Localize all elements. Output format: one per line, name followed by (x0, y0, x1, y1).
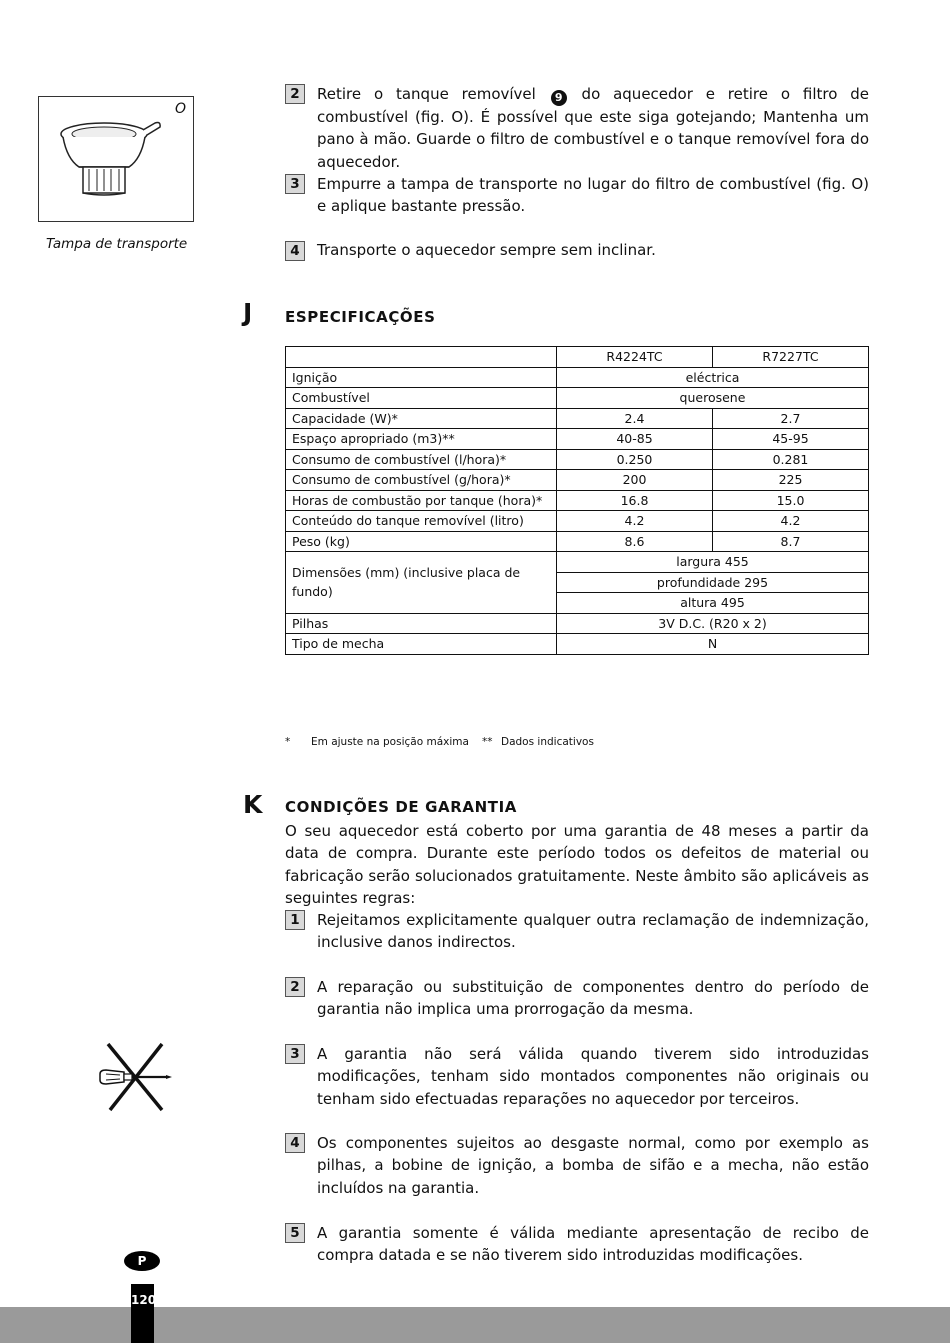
row-value: 16.8 (557, 490, 713, 511)
rule-text: A garantia somente é válida mediante apresentação de recibo de compra datada e se não tiverem sido introduzidas modificações. (317, 1224, 869, 1265)
rule-number: 5 (285, 1223, 305, 1243)
row-value: N (557, 634, 869, 655)
language-badge: P (124, 1251, 160, 1271)
step-text: Transporte o aquecedor sempre sem inclinar. (317, 241, 656, 259)
row-label: Horas de combustão por tanque (hora)* (286, 490, 557, 511)
footnote-text: Dados indicativos (501, 736, 594, 748)
row-value: largura 455 (557, 552, 869, 573)
table-row (286, 429, 869, 450)
table-row (286, 552, 869, 573)
figure-letter: O (174, 101, 186, 117)
row-value: 45-95 (713, 429, 869, 450)
table-header-row (286, 347, 869, 368)
row-value: altura 495 (557, 593, 869, 614)
row-value: 8.6 (557, 531, 713, 552)
row-value: 200 (557, 470, 713, 491)
page-number: 120 (131, 1284, 154, 1343)
table-row (286, 470, 869, 491)
transport-cap-icon (39, 97, 193, 221)
spec-table (285, 346, 869, 655)
row-value: querosene (557, 388, 869, 409)
row-value: 0.250 (557, 449, 713, 470)
row-value: 2.7 (713, 408, 869, 429)
rule-number: 1 (285, 910, 305, 930)
table-row (286, 511, 869, 532)
table-row (286, 634, 869, 655)
row-value: 4.2 (713, 511, 869, 532)
row-value: 225 (713, 470, 869, 491)
row-label: Combustível (286, 388, 557, 409)
model-header: R4224TC (557, 347, 713, 368)
figure-o-box (38, 96, 194, 222)
row-label: Espaço apropriado (m3)** (286, 429, 557, 450)
row-value: 40-85 (557, 429, 713, 450)
step-number: 3 (285, 174, 305, 194)
row-value: 0.281 (713, 449, 869, 470)
row-label: Consumo de combustível (g/hora)* (286, 470, 557, 491)
row-value: 4.2 (557, 511, 713, 532)
table-row (286, 449, 869, 470)
row-label: Pilhas (286, 613, 557, 634)
step-text: Empurre a tampa de transporte no lugar do filtro de combustível (fig. O) e aplique bastante pressão. (317, 175, 869, 216)
warranty-intro: O seu aquecedor está coberto por uma garantia de 48 meses a partir da data de compra. Durante este período todos os defeitos de material ou fabricação serão solucionados gratuitamente. Neste âmbito são aplicáveis as seguintes regras: (285, 822, 869, 908)
table-row (286, 408, 869, 429)
row-label: Capacidade (W)* (286, 408, 557, 429)
row-value: 2.4 (557, 408, 713, 429)
row-label: Peso (kg) (286, 531, 557, 552)
no-screwdriver-icon (96, 1040, 178, 1114)
figure-caption: Tampa de transporte (46, 236, 188, 252)
section-letter: K (243, 790, 263, 819)
part-number-badge: 9 (551, 90, 567, 106)
table-row (286, 490, 869, 511)
table-row (286, 531, 869, 552)
step-text-part: Retire o tanque removível (317, 85, 536, 103)
model-header: R7227TC (713, 347, 869, 368)
section-letter: J (243, 298, 253, 327)
table-row (286, 613, 869, 634)
step-text (317, 83, 869, 173)
row-value: 3V D.C. (R20 x 2) (557, 613, 869, 634)
table-row (286, 367, 869, 388)
rule-text: Os componentes sujeitos ao desgaste normal, como por exemplo as pilhas, a bobine de ignição, a bomba de sifão e a mecha, não estão incluídos na garantia. (317, 1134, 869, 1197)
rule-text: A reparação ou substituição de componentes dentro do período de garantia não implica uma prorrogação da mesma. (317, 978, 869, 1019)
step-number: 2 (285, 84, 305, 104)
table-cell (286, 347, 557, 368)
step-number: 4 (285, 241, 305, 261)
section-title: CONDIÇÕES DE GARANTIA (285, 798, 517, 816)
step-text-part: do aquecedor e retire o filtro de combustível (fig. O). É possível que este siga gotejando; Mantenha um pano à mão. Guarde o filtro de combustível e o tanque removível fora do aquecedor. (317, 85, 869, 171)
table-row (286, 388, 869, 409)
rule-text: Rejeitamos explicitamente qualquer outra reclamação de indemnização, inclusive danos indirectos. (317, 911, 869, 952)
rule-number: 3 (285, 1044, 305, 1064)
row-value: eléctrica (557, 367, 869, 388)
rule-text: A garantia não será válida quando tiverem sido introduzidas modificações, tenham sido montados componentes não originais ou tenham sido efectuadas reparações no aquecedor por terceiros. (317, 1045, 869, 1108)
row-value: profundidade 295 (557, 572, 869, 593)
row-value: 15.0 (713, 490, 869, 511)
row-label: Tipo de mecha (286, 634, 557, 655)
footnote-text: Em ajuste na posição máxima (311, 736, 469, 748)
rule-number: 4 (285, 1133, 305, 1153)
rule-number: 2 (285, 977, 305, 997)
row-value: 8.7 (713, 531, 869, 552)
section-title: ESPECIFICAÇÕES (285, 308, 436, 326)
footnote-mark: ** (482, 736, 493, 748)
row-label: Consumo de combustível (l/hora)* (286, 449, 557, 470)
row-label: Dimensões (mm) (inclusive placa de fundo) (286, 552, 557, 614)
row-label: Conteúdo do tanque removível (litro) (286, 511, 557, 532)
footnote-mark: * (285, 736, 291, 748)
row-label: Ignição (286, 367, 557, 388)
